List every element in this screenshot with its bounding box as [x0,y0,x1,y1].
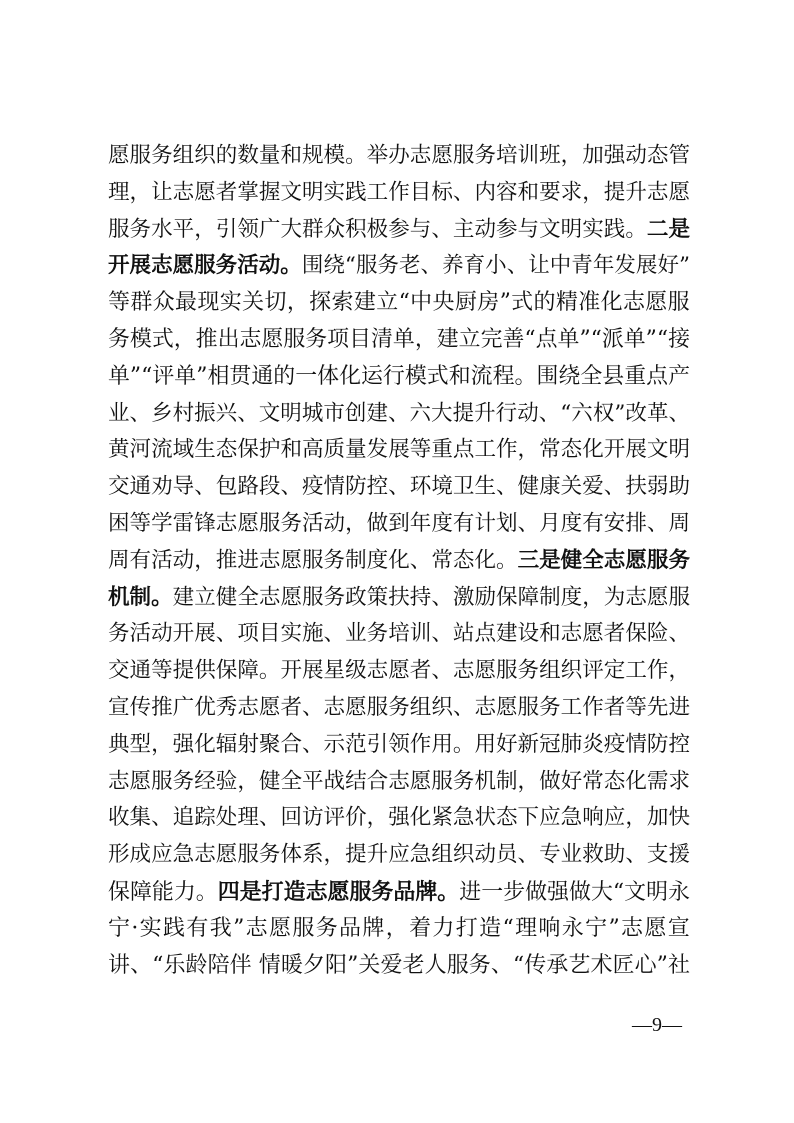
text-line [108,764,690,801]
body-text: 黄河流域生态保护和高质量发展等重点工作，常态化开展文明 [108,437,690,463]
body-text: 交通等提供保障。开展星级志愿者、志愿服务组织评定工作， [108,658,690,684]
body-text: 交通劝导、包路段、疫情防控、环境卫生、健康关爱、扶弱助 [108,474,690,500]
text-line [108,948,690,985]
bold-heading-phrase: 开展志愿服务活动。 [108,253,302,279]
page-number: —9— [632,1014,682,1036]
body-text: 周有活动，推进志愿服务制度化、常态化。 [108,547,518,573]
text-line [108,837,690,874]
body-text: 保障能力。 [108,879,218,905]
text-line [108,359,690,396]
body-text: 等群众最现实关切，探索建立“中央厨房”式的精准化志愿服 [108,290,690,316]
body-text: 讲、“乐龄陪伴 情暖夕阳”关爱老人服务、“传承艺术匠心”社 [108,952,691,978]
text-line [108,396,690,433]
body-text: 务模式，推出志愿服务项目清单，建立完善“点单”“派单”“接 [108,326,690,352]
bold-heading-phrase: 机制。 [108,584,173,610]
text-line [108,653,690,690]
text-line [108,727,690,764]
text-line [108,138,690,175]
text-line [108,469,690,506]
body-text: 务活动开展、项目实施、业务培训、站点建设和志愿者保险、 [108,621,690,647]
body-text: 服务水平，引领广大群众积极参与、主动参与文明实践。 [108,216,647,242]
text-line [108,580,690,617]
text-line [108,432,690,469]
text-line [108,543,690,580]
body-text: 建立健全志愿服务政策扶持、激励保障制度，为志愿服 [172,584,691,610]
bold-heading-phrase: 三是健全志愿服务 [517,547,691,573]
body-text: 单”“评单”相贯通的一体化运行模式和流程。围绕全县重点产 [108,363,690,389]
text-line [108,175,690,212]
body-text: 愿服务组织的数量和规模。举办志愿服务培训班，加强动态管 [108,143,690,168]
body-text: 困等学雷锋志愿服务活动，做到年度有计划、月度有安排、周 [108,510,690,536]
body-text: 围绕“服务老、养育小、让中青年发展好” [301,253,690,279]
bold-heading-phrase: 二是 [646,216,691,242]
text-line [108,506,690,543]
body-text: 宣传推广优秀志愿者、志愿服务组织、志愿服务工作者等先进 [108,694,690,720]
document-body [108,138,690,984]
text-line [108,322,690,359]
text-line [108,690,690,727]
text-line [108,800,690,837]
body-text: 进一步做强做大“文明永 [459,879,691,905]
body-text: 理，让志愿者掌握文明实践工作目标、内容和要求，提升志愿 [108,179,690,205]
text-line [108,285,690,322]
text-line [108,248,690,285]
text-line [108,911,690,948]
body-text: 典型，强化辐射聚合、示范引领作用。用好新冠肺炎疫情防控 [108,731,690,757]
text-line [108,874,690,911]
text-line [108,212,690,249]
body-text: 志愿服务经验，健全平战结合志愿服务机制，做好常态化需求 [108,768,690,794]
body-text: 业、乡村振兴、文明城市创建、六大提升行动、“六权”改革、 [108,400,690,426]
text-line [108,616,690,653]
body-text: 形成应急志愿服务体系，提升应急组织动员、专业救助、支援 [108,842,690,868]
body-text: 收集、追踪处理、回访评价，强化紧急状态下应急响应，加快 [108,805,690,831]
body-text: 宁·实践有我”志愿服务品牌，着力打造“理响永宁”志愿宣 [108,915,692,941]
bold-heading-phrase: 四是打造志愿服务品牌。 [217,878,460,905]
